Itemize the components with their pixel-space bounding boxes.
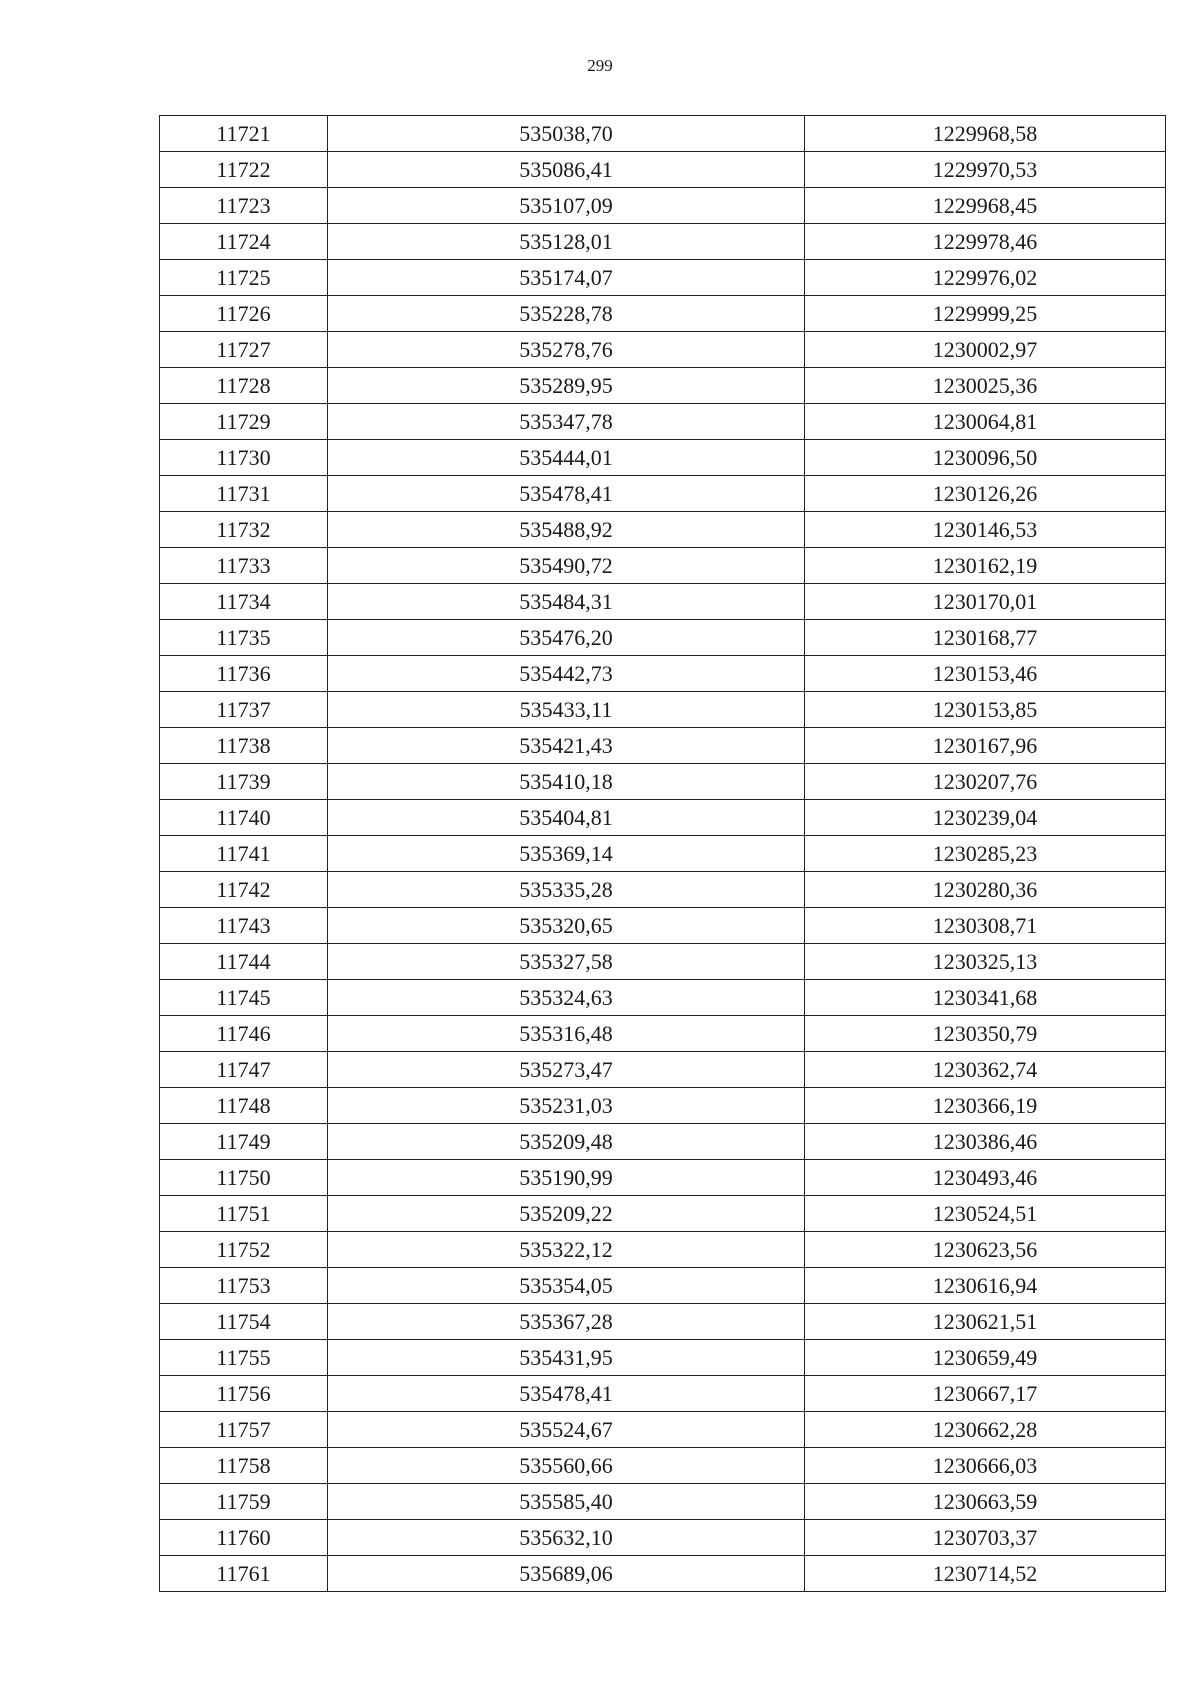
x-coordinate-cell: 535335,28	[328, 872, 805, 908]
point-number-cell: 11749	[160, 1124, 328, 1160]
y-coordinate-cell: 1230703,37	[805, 1520, 1166, 1556]
x-coordinate-cell: 535404,81	[328, 800, 805, 836]
y-coordinate-cell: 1230168,77	[805, 620, 1166, 656]
point-number-cell: 11755	[160, 1340, 328, 1376]
y-coordinate-cell: 1230386,46	[805, 1124, 1166, 1160]
table-row	[160, 1448, 1166, 1484]
table-row	[160, 1052, 1166, 1088]
y-coordinate-cell: 1229970,53	[805, 152, 1166, 188]
point-number-cell: 11753	[160, 1268, 328, 1304]
point-number-cell: 11760	[160, 1520, 328, 1556]
coordinates-table	[159, 115, 1166, 1592]
table-row	[160, 1556, 1166, 1592]
x-coordinate-cell: 535431,95	[328, 1340, 805, 1376]
y-coordinate-cell: 1229968,45	[805, 188, 1166, 224]
point-number-cell: 11746	[160, 1016, 328, 1052]
point-number-cell: 11757	[160, 1412, 328, 1448]
table-row	[160, 1484, 1166, 1520]
point-number-cell: 11745	[160, 980, 328, 1016]
table-row	[160, 224, 1166, 260]
x-coordinate-cell: 535367,28	[328, 1304, 805, 1340]
table-row	[160, 836, 1166, 872]
point-number-cell: 11754	[160, 1304, 328, 1340]
x-coordinate-cell: 535327,58	[328, 944, 805, 980]
y-coordinate-cell: 1230153,46	[805, 656, 1166, 692]
x-coordinate-cell: 535560,66	[328, 1448, 805, 1484]
table-row	[160, 944, 1166, 980]
x-coordinate-cell: 535231,03	[328, 1088, 805, 1124]
x-coordinate-cell: 535478,41	[328, 1376, 805, 1412]
table-row	[160, 1124, 1166, 1160]
x-coordinate-cell: 535433,11	[328, 692, 805, 728]
x-coordinate-cell: 535107,09	[328, 188, 805, 224]
x-coordinate-cell: 535524,67	[328, 1412, 805, 1448]
point-number-cell: 11734	[160, 584, 328, 620]
y-coordinate-cell: 1230239,04	[805, 800, 1166, 836]
x-coordinate-cell: 535228,78	[328, 296, 805, 332]
x-coordinate-cell: 535488,92	[328, 512, 805, 548]
point-number-cell: 11738	[160, 728, 328, 764]
y-coordinate-cell: 1230167,96	[805, 728, 1166, 764]
x-coordinate-cell: 535476,20	[328, 620, 805, 656]
x-coordinate-cell: 535444,01	[328, 440, 805, 476]
table-row	[160, 800, 1166, 836]
point-number-cell: 11729	[160, 404, 328, 440]
table-row	[160, 332, 1166, 368]
table-row	[160, 764, 1166, 800]
table-row	[160, 620, 1166, 656]
x-coordinate-cell: 535324,63	[328, 980, 805, 1016]
point-number-cell: 11721	[160, 116, 328, 152]
x-coordinate-cell: 535632,10	[328, 1520, 805, 1556]
table-row	[160, 1160, 1166, 1196]
point-number-cell: 11740	[160, 800, 328, 836]
y-coordinate-cell: 1230362,74	[805, 1052, 1166, 1088]
point-number-cell: 11739	[160, 764, 328, 800]
table-row	[160, 1196, 1166, 1232]
table-row	[160, 1520, 1166, 1556]
point-number-cell: 11727	[160, 332, 328, 368]
x-coordinate-cell: 535354,05	[328, 1268, 805, 1304]
point-number-cell: 11747	[160, 1052, 328, 1088]
x-coordinate-cell: 535369,14	[328, 836, 805, 872]
table-body	[160, 116, 1166, 1592]
y-coordinate-cell: 1230662,28	[805, 1412, 1166, 1448]
x-coordinate-cell: 535316,48	[328, 1016, 805, 1052]
y-coordinate-cell: 1230064,81	[805, 404, 1166, 440]
table-row	[160, 908, 1166, 944]
point-number-cell: 11723	[160, 188, 328, 224]
table-row	[160, 476, 1166, 512]
table-row	[160, 1016, 1166, 1052]
x-coordinate-cell: 535320,65	[328, 908, 805, 944]
point-number-cell: 11731	[160, 476, 328, 512]
point-number-cell: 11735	[160, 620, 328, 656]
table-row	[160, 440, 1166, 476]
point-number-cell: 11761	[160, 1556, 328, 1592]
x-coordinate-cell: 535585,40	[328, 1484, 805, 1520]
x-coordinate-cell: 535478,41	[328, 476, 805, 512]
point-number-cell: 11759	[160, 1484, 328, 1520]
y-coordinate-cell: 1229968,58	[805, 116, 1166, 152]
table-row	[160, 1376, 1166, 1412]
x-coordinate-cell: 535410,18	[328, 764, 805, 800]
y-coordinate-cell: 1230663,59	[805, 1484, 1166, 1520]
table-row	[160, 872, 1166, 908]
y-coordinate-cell: 1230308,71	[805, 908, 1166, 944]
table-row	[160, 512, 1166, 548]
x-coordinate-cell: 535086,41	[328, 152, 805, 188]
y-coordinate-cell: 1230341,68	[805, 980, 1166, 1016]
table-row	[160, 152, 1166, 188]
x-coordinate-cell: 535273,47	[328, 1052, 805, 1088]
point-number-cell: 11737	[160, 692, 328, 728]
table-row	[160, 980, 1166, 1016]
y-coordinate-cell: 1230666,03	[805, 1448, 1166, 1484]
point-number-cell: 11756	[160, 1376, 328, 1412]
y-coordinate-cell: 1230153,85	[805, 692, 1166, 728]
x-coordinate-cell: 535209,22	[328, 1196, 805, 1232]
point-number-cell: 11728	[160, 368, 328, 404]
point-number-cell: 11750	[160, 1160, 328, 1196]
point-number-cell: 11736	[160, 656, 328, 692]
x-coordinate-cell: 535289,95	[328, 368, 805, 404]
y-coordinate-cell: 1230126,26	[805, 476, 1166, 512]
y-coordinate-cell: 1230616,94	[805, 1268, 1166, 1304]
y-coordinate-cell: 1230170,01	[805, 584, 1166, 620]
y-coordinate-cell: 1230659,49	[805, 1340, 1166, 1376]
x-coordinate-cell: 535278,76	[328, 332, 805, 368]
x-coordinate-cell: 535322,12	[328, 1232, 805, 1268]
table-row	[160, 188, 1166, 224]
table-row	[160, 1268, 1166, 1304]
table-row	[160, 1340, 1166, 1376]
x-coordinate-cell: 535442,73	[328, 656, 805, 692]
table-row	[160, 692, 1166, 728]
table-row	[160, 368, 1166, 404]
table-row	[160, 1088, 1166, 1124]
x-coordinate-cell: 535038,70	[328, 116, 805, 152]
table-row	[160, 116, 1166, 152]
point-number-cell: 11758	[160, 1448, 328, 1484]
x-coordinate-cell: 535689,06	[328, 1556, 805, 1592]
point-number-cell: 11730	[160, 440, 328, 476]
y-coordinate-cell: 1230096,50	[805, 440, 1166, 476]
point-number-cell: 11751	[160, 1196, 328, 1232]
table-row	[160, 1412, 1166, 1448]
table-row	[160, 404, 1166, 440]
y-coordinate-cell: 1229978,46	[805, 224, 1166, 260]
y-coordinate-cell: 1230366,19	[805, 1088, 1166, 1124]
point-number-cell: 11725	[160, 260, 328, 296]
y-coordinate-cell: 1230207,76	[805, 764, 1166, 800]
table-row	[160, 260, 1166, 296]
point-number-cell: 11741	[160, 836, 328, 872]
point-number-cell: 11732	[160, 512, 328, 548]
y-coordinate-cell: 1230325,13	[805, 944, 1166, 980]
x-coordinate-cell: 535347,78	[328, 404, 805, 440]
y-coordinate-cell: 1229976,02	[805, 260, 1166, 296]
point-number-cell: 11733	[160, 548, 328, 584]
y-coordinate-cell: 1230280,36	[805, 872, 1166, 908]
table-row	[160, 548, 1166, 584]
x-coordinate-cell: 535209,48	[328, 1124, 805, 1160]
point-number-cell: 11722	[160, 152, 328, 188]
y-coordinate-cell: 1230524,51	[805, 1196, 1166, 1232]
point-number-cell: 11724	[160, 224, 328, 260]
y-coordinate-cell: 1230667,17	[805, 1376, 1166, 1412]
y-coordinate-cell: 1230002,97	[805, 332, 1166, 368]
page-number: 299	[587, 56, 613, 75]
table-row	[160, 656, 1166, 692]
x-coordinate-cell: 535128,01	[328, 224, 805, 260]
y-coordinate-cell: 1230714,52	[805, 1556, 1166, 1592]
y-coordinate-cell: 1230146,53	[805, 512, 1166, 548]
x-coordinate-cell: 535484,31	[328, 584, 805, 620]
table-row	[160, 584, 1166, 620]
point-number-cell: 11752	[160, 1232, 328, 1268]
x-coordinate-cell: 535190,99	[328, 1160, 805, 1196]
y-coordinate-cell: 1230623,56	[805, 1232, 1166, 1268]
table-row	[160, 1304, 1166, 1340]
point-number-cell: 11726	[160, 296, 328, 332]
point-number-cell: 11744	[160, 944, 328, 980]
y-coordinate-cell: 1230350,79	[805, 1016, 1166, 1052]
y-coordinate-cell: 1229999,25	[805, 296, 1166, 332]
table-row	[160, 1232, 1166, 1268]
table-row	[160, 296, 1166, 332]
point-number-cell: 11742	[160, 872, 328, 908]
y-coordinate-cell: 1230493,46	[805, 1160, 1166, 1196]
y-coordinate-cell: 1230621,51	[805, 1304, 1166, 1340]
point-number-cell: 11743	[160, 908, 328, 944]
y-coordinate-cell: 1230162,19	[805, 548, 1166, 584]
point-number-cell: 11748	[160, 1088, 328, 1124]
x-coordinate-cell: 535421,43	[328, 728, 805, 764]
x-coordinate-cell: 535490,72	[328, 548, 805, 584]
x-coordinate-cell: 535174,07	[328, 260, 805, 296]
y-coordinate-cell: 1230285,23	[805, 836, 1166, 872]
table-row	[160, 728, 1166, 764]
y-coordinate-cell: 1230025,36	[805, 368, 1166, 404]
